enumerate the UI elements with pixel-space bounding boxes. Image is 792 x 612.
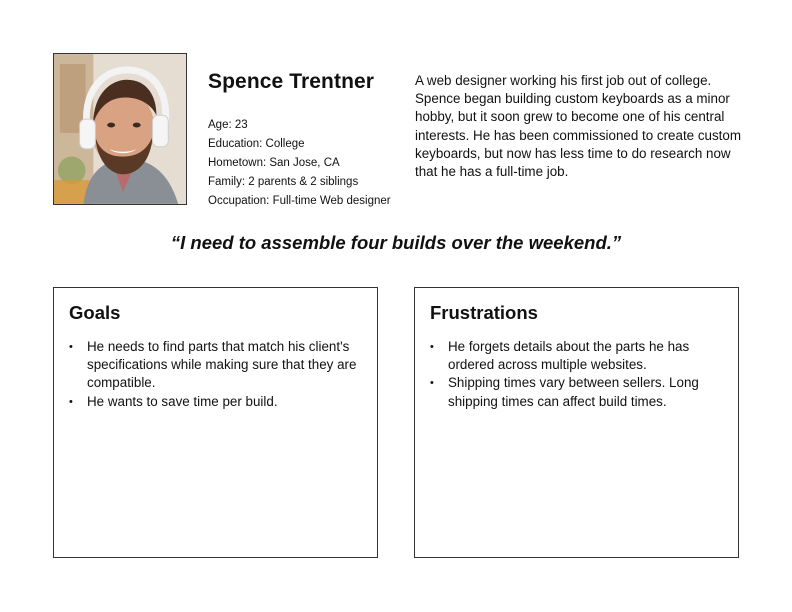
- goal-text: He needs to find parts that match his client's specifications while making sure that they are compatible.: [87, 339, 357, 391]
- frustrations-list: [430, 338, 738, 411]
- frustration-text: Shipping times vary between sellers. Long shipping times can affect build times.: [448, 375, 699, 409]
- list-item: [430, 338, 724, 374]
- bullet-icon: •: [430, 377, 434, 390]
- bullet-icon: •: [430, 341, 434, 353]
- frustrations-box: [414, 287, 739, 558]
- list-item: [69, 338, 363, 393]
- list-item: [430, 374, 724, 410]
- persona-name: Spence Trentner: [208, 70, 375, 93]
- goals-list: [69, 338, 377, 411]
- detail-education: Education: College: [208, 138, 305, 150]
- frustrations-title: Frustrations: [430, 302, 538, 323]
- persona-bio: A web designer working his first job out of college. Spence began building custom keyboards as a minor hobby, but it soon grew to become one of his central interests. He has been commissioned to create custom keyboards, but now has less time to do research now that he has a full-time job.: [415, 73, 741, 180]
- list-item: [69, 393, 363, 411]
- detail-hometown: Hometown: San Jose, CA: [208, 157, 340, 169]
- bullet-icon: •: [69, 341, 73, 353]
- persona-details: [208, 116, 391, 211]
- portrait-photo-icon: [54, 54, 186, 204]
- goals-title: Goals: [69, 302, 121, 323]
- detail-family: Family: 2 parents & 2 siblings: [208, 176, 359, 188]
- goal-text: He wants to save time per build.: [87, 393, 278, 409]
- detail-age: Age: 23: [208, 119, 248, 131]
- frustration-text: He forgets details about the parts he has ordered across multiple websites.: [448, 339, 690, 373]
- persona-quote: “I need to assemble four builds over the weekend.”: [170, 232, 622, 253]
- goals-box: [53, 287, 378, 558]
- detail-occupation: Occupation: Full-time Web designer: [208, 195, 391, 207]
- persona-photo: [53, 53, 187, 205]
- bullet-icon: •: [69, 395, 73, 408]
